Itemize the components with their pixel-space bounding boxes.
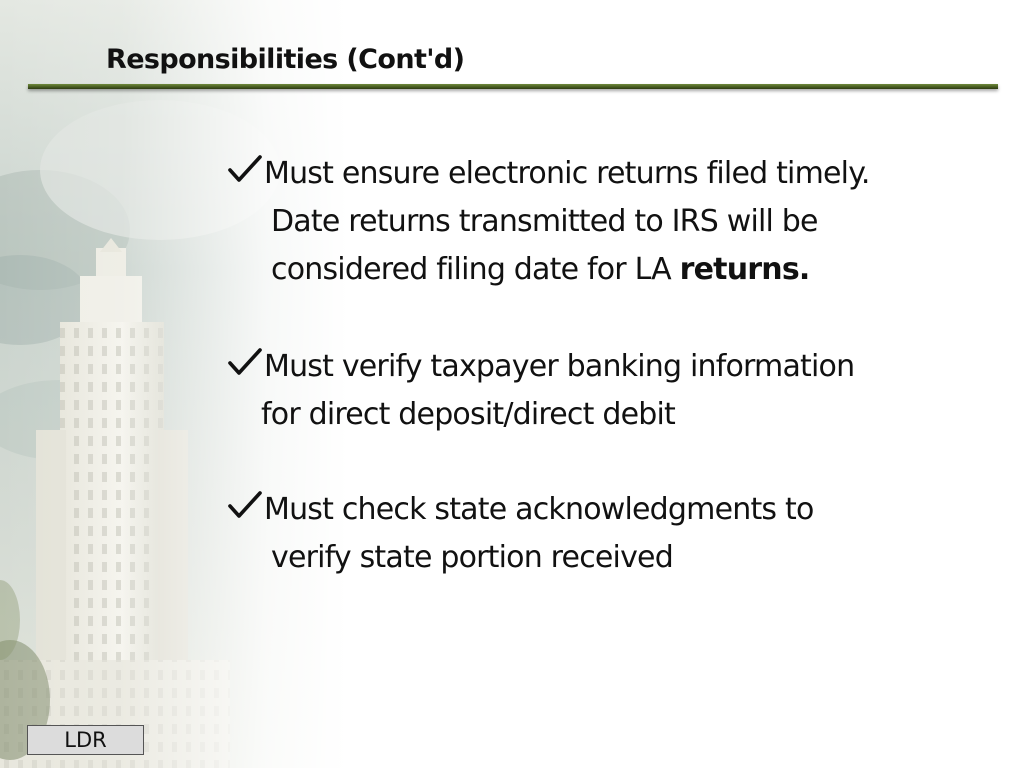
checkmark-icon (226, 489, 264, 521)
bullet-item-3 (226, 486, 986, 582)
bullet-1-line-2: Date returns transmitted to IRS will be (271, 204, 818, 239)
footer-ldr-label: LDR (27, 725, 144, 755)
bullet-2-text-1: Must verify taxpayer banking information (264, 349, 855, 384)
bullet-1-line-3 (226, 246, 986, 294)
bullet-3-line-1 (226, 486, 986, 534)
bullet-3-line-2: verify state portion received (271, 540, 673, 575)
bullet-3-text-1: Must check state acknowledgments to (264, 492, 814, 527)
checkmark-icon (226, 346, 264, 378)
bullet-1-text-3: considered filing date for LA (271, 252, 680, 287)
bullet-2-line-1 (226, 343, 986, 391)
checkmark-icon (226, 153, 264, 185)
title-underline-rule (28, 84, 998, 89)
slide-title: Responsibilities (Cont'd) (106, 44, 465, 75)
bullet-item-1 (226, 150, 986, 294)
bullet-item-2 (226, 343, 986, 439)
bullet-2-line-2: for direct deposit/direct debit (261, 397, 675, 432)
bullet-1-text-1: Must ensure electronic returns filed timely. (264, 156, 870, 191)
bullet-1-line-1 (226, 150, 986, 198)
bullet-1-bold-word: returns. (679, 252, 810, 287)
